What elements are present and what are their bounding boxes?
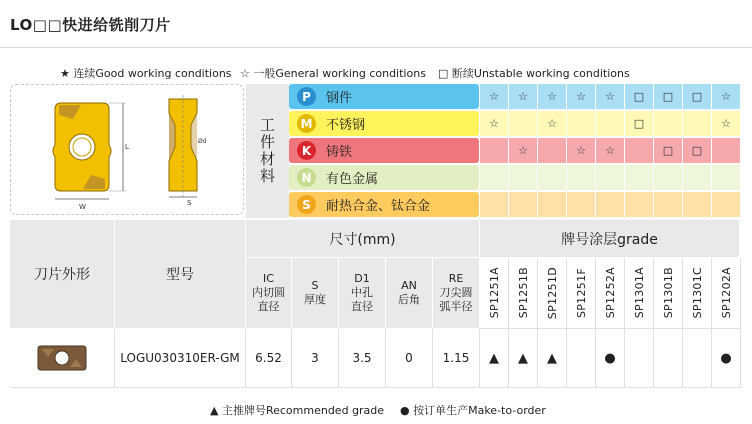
material-grade-mark: □	[683, 138, 711, 163]
material-grade-mark	[567, 192, 595, 217]
dim-header-code: IC	[263, 272, 274, 285]
material-row	[289, 111, 740, 136]
grade-mark	[683, 329, 712, 388]
dim-value: 1.15	[433, 329, 480, 388]
legend-unstable: □ 断续Unstable working conditions	[438, 67, 630, 80]
material-grade-mark: □	[625, 111, 653, 136]
material-grade-mark: ☆	[712, 111, 740, 136]
material-grade-mark	[625, 192, 653, 217]
material-grade-mark	[712, 138, 740, 163]
grade-mark: ▲	[538, 329, 567, 388]
material-grade-mark: □	[654, 84, 682, 109]
material-grade-mark: ☆	[596, 84, 624, 109]
material-grade-mark	[480, 192, 508, 217]
material-grade-mark: ☆	[538, 84, 566, 109]
dim-header-l2: 直径	[257, 300, 280, 313]
grade-header-label: SP1251A	[487, 267, 501, 319]
dim-header-l1: 内切圆	[252, 286, 285, 299]
material-letter-badge: K	[297, 141, 316, 160]
materials-label: 工件材料	[246, 84, 289, 218]
material-grade-mark	[596, 165, 624, 190]
material-grade-mark	[596, 111, 624, 136]
grade-mark	[654, 329, 683, 388]
drawing-label-s: S	[187, 199, 192, 207]
insert-shape-image	[10, 329, 115, 388]
material-name-cell	[289, 111, 479, 136]
dim-value: 0	[386, 329, 433, 388]
grade-header	[480, 258, 509, 329]
shape-header: 刀片外形	[10, 220, 115, 329]
material-grade-mark	[654, 111, 682, 136]
material-grade-mark	[509, 165, 537, 190]
material-name: 有色金属	[326, 172, 379, 187]
material-grade-mark: ☆	[712, 84, 740, 109]
material-grade-mark: □	[683, 84, 711, 109]
grade-mark: ▲	[509, 329, 538, 388]
material-grade-mark	[567, 165, 595, 190]
dim-header	[246, 258, 292, 329]
size-header: 尺寸(mm)	[246, 220, 480, 258]
material-grade-mark: ☆	[509, 84, 537, 109]
material-grade-mark	[654, 192, 682, 217]
dim-header-code: D1	[354, 272, 370, 285]
material-grade-mark	[683, 192, 711, 217]
drawing-label-d: Ød	[198, 138, 207, 145]
grade-mark: ●	[712, 329, 741, 388]
material-grade-mark	[480, 138, 508, 163]
drawing-label-w: W	[79, 203, 86, 211]
dim-value: 6.52	[246, 329, 292, 388]
dim-header	[386, 258, 433, 329]
footer-recommended: ▲ 主推牌号Recommended grade	[210, 404, 385, 417]
grade-header	[596, 258, 625, 329]
grade-header-label: SP1202A	[719, 267, 733, 319]
insert-diagram	[11, 85, 243, 214]
material-name-cell	[289, 192, 479, 217]
material-grade-mark	[625, 138, 653, 163]
material-grade-mark: ☆	[480, 84, 508, 109]
grade-header-label: SP1301A	[632, 267, 646, 319]
material-grade-mark	[625, 165, 653, 190]
dim-header	[339, 258, 386, 329]
material-row	[289, 192, 740, 217]
material-grade-mark	[654, 165, 682, 190]
material-grade-mark: ☆	[509, 138, 537, 163]
material-row	[289, 138, 740, 163]
material-grade-mark: □	[654, 138, 682, 163]
drawing-label-l: L	[125, 143, 129, 151]
material-grade-mark: ☆	[538, 111, 566, 136]
grade-mark: ●	[596, 329, 625, 388]
material-name: 不锈钢	[326, 118, 366, 133]
dim-header-l1: 后角	[398, 293, 420, 306]
material-name: 钢件	[326, 91, 353, 106]
material-grade-mark	[683, 111, 711, 136]
dim-header-l1: 厚度	[304, 293, 326, 306]
material-grade-mark: □	[625, 84, 653, 109]
model-header: 型号	[115, 220, 246, 329]
dim-header-code: RE	[448, 272, 464, 285]
grade-header: 牌号涂层grade	[480, 220, 740, 258]
material-grade-mark	[538, 165, 566, 190]
material-row	[289, 165, 740, 190]
material-grade-mark	[538, 138, 566, 163]
grade-header	[509, 258, 538, 329]
dim-value: 3.5	[339, 329, 386, 388]
material-row	[289, 84, 740, 109]
grade-header	[712, 258, 741, 329]
legend-good: ★ 连续Good working conditions	[60, 67, 232, 80]
grade-header-label: SP1301B	[661, 267, 675, 319]
grade-mark: ▲	[480, 329, 509, 388]
grade-header	[538, 258, 567, 329]
material-name-cell	[289, 165, 479, 190]
material-grade-mark: ☆	[480, 111, 508, 136]
grade-header-label: SP1301C	[690, 267, 704, 319]
dim-header-l1: 刀尖圆	[439, 286, 473, 299]
product-table	[10, 220, 740, 390]
grade-mark	[567, 329, 596, 388]
material-letter-badge: S	[297, 195, 316, 214]
material-grade-mark	[538, 192, 566, 217]
grade-header-label: SP1251F	[574, 267, 588, 319]
material-name: 铸铁	[326, 145, 353, 160]
material-grade-mark: ☆	[567, 138, 595, 163]
material-grade-mark	[712, 165, 740, 190]
grade-header	[567, 258, 596, 329]
insert-drawing	[10, 84, 244, 215]
footer-make-to-order: ● 按订单生产Make-to-order	[400, 404, 546, 417]
dim-value: 3	[292, 329, 339, 388]
dim-header-l1: 中孔	[351, 286, 373, 299]
material-name: 耐热合金、钛合金	[326, 199, 431, 214]
dim-header	[433, 258, 480, 329]
dim-header-code: AN	[401, 279, 417, 292]
material-grade-mark: ☆	[596, 138, 624, 163]
legend-general: ☆ 一般General working conditions	[240, 67, 426, 80]
grade-header	[683, 258, 712, 329]
dim-header-code: S	[311, 279, 319, 292]
material-grade-mark	[683, 165, 711, 190]
grade-header-label: SP1252A	[603, 267, 617, 319]
grade-header-label: SP1251B	[516, 267, 530, 319]
insert-shape-icon	[36, 343, 88, 373]
material-grade-mark	[712, 192, 740, 217]
dim-header	[292, 258, 339, 329]
dim-header-l2: 直径	[351, 300, 373, 313]
grade-mark	[625, 329, 654, 388]
model-value: LOGU030310ER-GM	[115, 329, 246, 388]
material-letter-badge: P	[297, 87, 316, 106]
grade-header	[654, 258, 683, 329]
material-letter-badge: N	[297, 168, 316, 187]
title-divider	[0, 47, 752, 48]
material-grade-mark: ☆	[567, 84, 595, 109]
dim-header-l2: 弧半径	[439, 300, 473, 313]
material-name-cell	[289, 84, 479, 109]
material-grade-mark	[509, 111, 537, 136]
material-name-cell	[289, 138, 479, 163]
material-grade-mark	[567, 111, 595, 136]
page-title: LO□□快进给铣削刀片	[10, 16, 171, 34]
grade-header-label: SP1251D	[545, 266, 559, 320]
material-grade-mark	[480, 165, 508, 190]
material-letter-badge: M	[297, 114, 316, 133]
material-grade-mark	[596, 192, 624, 217]
material-grade-mark	[509, 192, 537, 217]
grade-header	[625, 258, 654, 329]
